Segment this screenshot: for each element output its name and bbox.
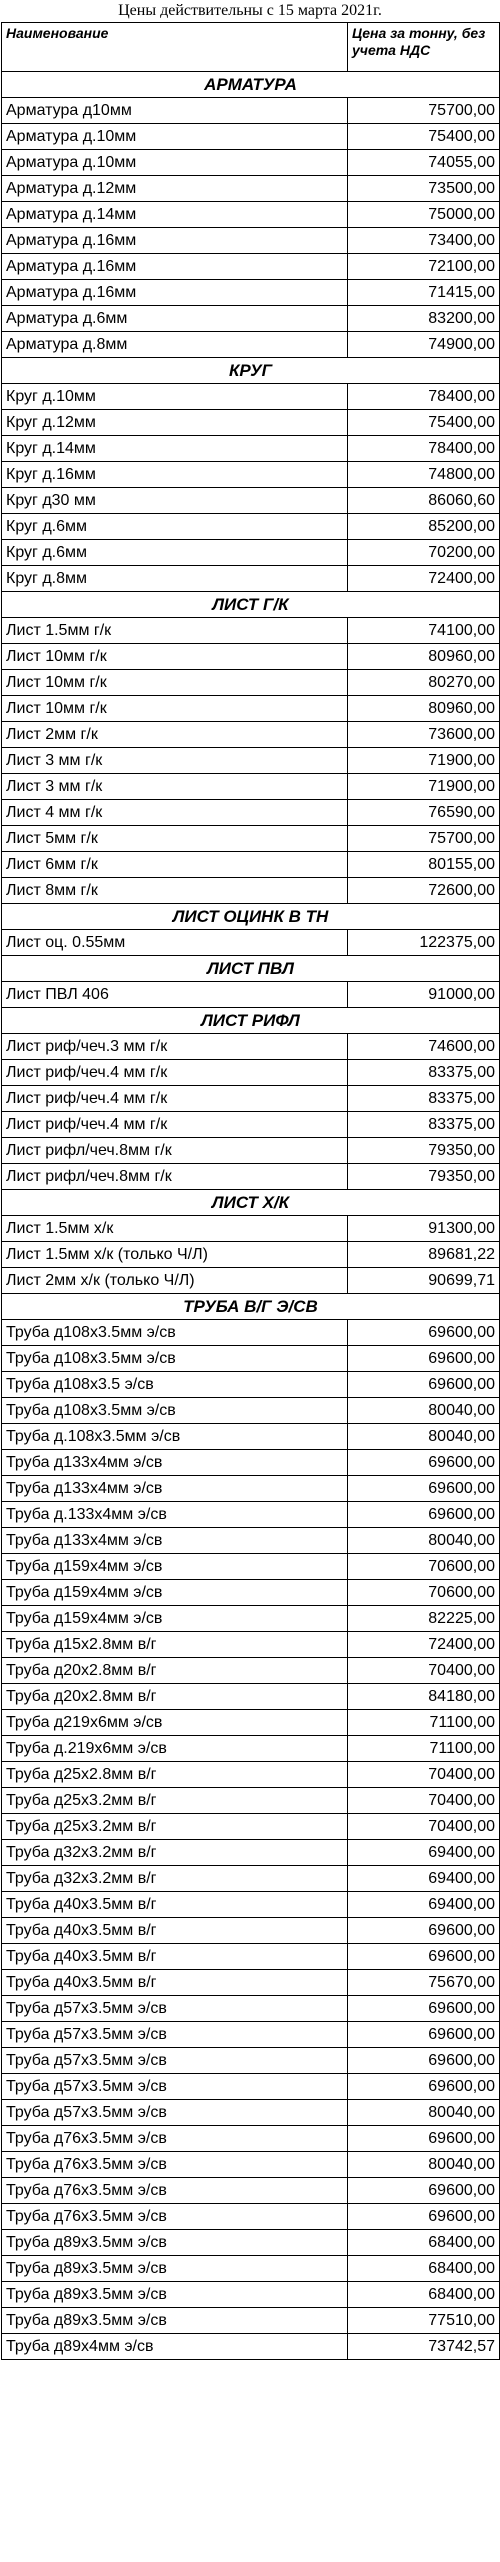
item-price: 69600,00 bbox=[348, 2048, 500, 2074]
item-name: Труба д57х3.5мм э/св bbox=[2, 2022, 348, 2048]
item-price: 83375,00 bbox=[348, 1086, 500, 1112]
item-price: 70400,00 bbox=[348, 1814, 500, 1840]
table-row bbox=[2, 1684, 500, 1710]
item-name: Труба д89х4мм э/св bbox=[2, 2334, 348, 2360]
item-name: Арматура д.14мм bbox=[2, 202, 348, 228]
table-row bbox=[2, 1216, 500, 1242]
item-price: 80040,00 bbox=[348, 2152, 500, 2178]
page-title: Цены действительны с 15 марта 2021г. bbox=[118, 2, 382, 19]
item-name: Труба д89х3.5мм э/св bbox=[2, 2230, 348, 2256]
item-price: 90699,71 bbox=[348, 1268, 500, 1294]
item-name: Лист 8мм г/к bbox=[2, 878, 348, 904]
item-name: Труба д32х3.2мм в/г bbox=[2, 1840, 348, 1866]
item-price: 80155,00 bbox=[348, 852, 500, 878]
item-price: 80960,00 bbox=[348, 696, 500, 722]
table-row bbox=[2, 618, 500, 644]
column-header-price: Цена за тонну, без учета НДС bbox=[348, 23, 500, 72]
item-name: Лист оц. 0.55мм bbox=[2, 930, 348, 956]
item-price: 69400,00 bbox=[348, 1892, 500, 1918]
item-price: 84180,00 bbox=[348, 1684, 500, 1710]
table-row bbox=[2, 514, 500, 540]
price-table bbox=[1, 22, 500, 2360]
section-header-row bbox=[2, 1294, 500, 1320]
item-name: Труба д57х3.5мм э/св bbox=[2, 2048, 348, 2074]
item-price: 83200,00 bbox=[348, 306, 500, 332]
item-price: 91300,00 bbox=[348, 1216, 500, 1242]
item-name: Лист 6мм г/к bbox=[2, 852, 348, 878]
item-price: 89681,22 bbox=[348, 1242, 500, 1268]
section-title: ТРУБА В/Г Э/СВ bbox=[2, 1294, 500, 1320]
item-name: Лист рифл/чеч.8мм г/к bbox=[2, 1164, 348, 1190]
item-price: 69600,00 bbox=[348, 2126, 500, 2152]
table-row bbox=[2, 488, 500, 514]
item-price: 70600,00 bbox=[348, 1580, 500, 1606]
item-name: Труба д40х3.5мм в/г bbox=[2, 1918, 348, 1944]
item-name: Лист 10мм г/к bbox=[2, 696, 348, 722]
item-price: 69600,00 bbox=[348, 1944, 500, 1970]
table-row bbox=[2, 774, 500, 800]
item-name: Труба д25х3.2мм в/г bbox=[2, 1788, 348, 1814]
item-name: Арматура д.10мм bbox=[2, 124, 348, 150]
table-row bbox=[2, 1788, 500, 1814]
table-row bbox=[2, 2048, 500, 2074]
item-price: 69600,00 bbox=[348, 2178, 500, 2204]
item-name: Труба д40х3.5мм в/г bbox=[2, 1944, 348, 1970]
table-row bbox=[2, 332, 500, 358]
item-name: Труба д108х3.5мм э/св bbox=[2, 1346, 348, 1372]
item-price: 69400,00 bbox=[348, 1840, 500, 1866]
item-price: 78400,00 bbox=[348, 384, 500, 410]
item-name: Труба д159х4мм э/св bbox=[2, 1606, 348, 1632]
item-name: Арматура д.16мм bbox=[2, 254, 348, 280]
table-row bbox=[2, 254, 500, 280]
table-row bbox=[2, 176, 500, 202]
item-price: 80040,00 bbox=[348, 1424, 500, 1450]
table-row bbox=[2, 1632, 500, 1658]
table-row bbox=[2, 930, 500, 956]
item-price: 79350,00 bbox=[348, 1164, 500, 1190]
item-price: 73600,00 bbox=[348, 722, 500, 748]
table-row bbox=[2, 2074, 500, 2100]
table-row bbox=[2, 1112, 500, 1138]
table-row bbox=[2, 826, 500, 852]
table-row bbox=[2, 1996, 500, 2022]
item-price: 69400,00 bbox=[348, 1866, 500, 1892]
item-price: 74100,00 bbox=[348, 618, 500, 644]
table-row bbox=[2, 1372, 500, 1398]
item-name: Лист 1.5мм х/к bbox=[2, 1216, 348, 1242]
table-row bbox=[2, 1710, 500, 1736]
item-name: Лист 10мм г/к bbox=[2, 670, 348, 696]
item-name: Круг д.12мм bbox=[2, 410, 348, 436]
item-price: 71100,00 bbox=[348, 1736, 500, 1762]
table-row bbox=[2, 1970, 500, 1996]
item-price: 122375,00 bbox=[348, 930, 500, 956]
item-name: Труба д108х3.5 э/св bbox=[2, 1372, 348, 1398]
item-name: Труба д25х2.8мм в/г bbox=[2, 1762, 348, 1788]
item-price: 69600,00 bbox=[348, 1346, 500, 1372]
item-name: Труба д40х3.5мм в/г bbox=[2, 1892, 348, 1918]
item-price: 75700,00 bbox=[348, 826, 500, 852]
item-price: 80040,00 bbox=[348, 2100, 500, 2126]
section-title: ЛИСТ РИФЛ bbox=[2, 1008, 500, 1034]
table-row bbox=[2, 1762, 500, 1788]
item-name: Труба д40х3.5мм в/г bbox=[2, 1970, 348, 1996]
item-price: 80270,00 bbox=[348, 670, 500, 696]
item-name: Труба д76х3.5мм э/св bbox=[2, 2126, 348, 2152]
table-row bbox=[2, 1476, 500, 1502]
table-row bbox=[2, 2126, 500, 2152]
table-row bbox=[2, 722, 500, 748]
table-row bbox=[2, 1658, 500, 1684]
section-title: ЛИСТ ПВЛ bbox=[2, 956, 500, 982]
section-title: ЛИСТ Г/К bbox=[2, 592, 500, 618]
item-name: Труба д25х3.2мм в/г bbox=[2, 1814, 348, 1840]
item-name: Круг д.14мм bbox=[2, 436, 348, 462]
table-header-row bbox=[2, 23, 500, 72]
table-row bbox=[2, 2230, 500, 2256]
table-row bbox=[2, 98, 500, 124]
item-name: Труба д76х3.5мм э/св bbox=[2, 2204, 348, 2230]
item-name: Труба д159х4мм э/св bbox=[2, 1554, 348, 1580]
item-price: 69600,00 bbox=[348, 1502, 500, 1528]
table-row bbox=[2, 1242, 500, 1268]
section-header-row bbox=[2, 72, 500, 98]
item-name: Круг д.6мм bbox=[2, 540, 348, 566]
item-name: Круг д.8мм bbox=[2, 566, 348, 592]
item-name: Лист 4 мм г/к bbox=[2, 800, 348, 826]
item-price: 69600,00 bbox=[348, 1372, 500, 1398]
table-row bbox=[2, 1398, 500, 1424]
item-name: Лист риф/чеч.3 мм г/к bbox=[2, 1034, 348, 1060]
table-row bbox=[2, 1892, 500, 1918]
table-row bbox=[2, 1580, 500, 1606]
item-price: 68400,00 bbox=[348, 2256, 500, 2282]
item-name: Труба д57х3.5мм э/св bbox=[2, 1996, 348, 2022]
table-row bbox=[2, 462, 500, 488]
item-price: 70200,00 bbox=[348, 540, 500, 566]
table-row bbox=[2, 1060, 500, 1086]
item-price: 85200,00 bbox=[348, 514, 500, 540]
item-name: Труба д20х2.8мм в/г bbox=[2, 1658, 348, 1684]
table-row bbox=[2, 1268, 500, 1294]
table-row bbox=[2, 852, 500, 878]
section-header-row bbox=[2, 904, 500, 930]
table-row bbox=[2, 150, 500, 176]
table-row bbox=[2, 540, 500, 566]
table-row bbox=[2, 280, 500, 306]
item-price: 76590,00 bbox=[348, 800, 500, 826]
table-row bbox=[2, 124, 500, 150]
item-price: 69600,00 bbox=[348, 1918, 500, 1944]
item-name: Круг д30 мм bbox=[2, 488, 348, 514]
table-row bbox=[2, 202, 500, 228]
item-name: Арматура д.8мм bbox=[2, 332, 348, 358]
item-price: 80960,00 bbox=[348, 644, 500, 670]
table-row bbox=[2, 436, 500, 462]
item-price: 75000,00 bbox=[348, 202, 500, 228]
item-price: 74600,00 bbox=[348, 1034, 500, 1060]
table-row bbox=[2, 1346, 500, 1372]
item-price: 73742,57 bbox=[348, 2334, 500, 2360]
table-row bbox=[2, 2178, 500, 2204]
table-row bbox=[2, 384, 500, 410]
section-header-row bbox=[2, 1008, 500, 1034]
item-name: Лист риф/чеч.4 мм г/к bbox=[2, 1060, 348, 1086]
table-row bbox=[2, 644, 500, 670]
item-name: Труба д108х3.5мм э/св bbox=[2, 1398, 348, 1424]
item-price: 71100,00 bbox=[348, 1710, 500, 1736]
table-row bbox=[2, 1164, 500, 1190]
table-row bbox=[2, 2022, 500, 2048]
item-name: Арматура д.12мм bbox=[2, 176, 348, 202]
item-price: 74800,00 bbox=[348, 462, 500, 488]
item-price: 83375,00 bbox=[348, 1060, 500, 1086]
section-title: ЛИСТ Х/К bbox=[2, 1190, 500, 1216]
item-price: 68400,00 bbox=[348, 2282, 500, 2308]
item-name: Арматура д.16мм bbox=[2, 228, 348, 254]
item-name: Лист 3 мм г/к bbox=[2, 774, 348, 800]
table-row bbox=[2, 2334, 500, 2360]
table-row bbox=[2, 2204, 500, 2230]
table-row bbox=[2, 2256, 500, 2282]
item-price: 71415,00 bbox=[348, 280, 500, 306]
table-row bbox=[2, 1736, 500, 1762]
item-price: 74900,00 bbox=[348, 332, 500, 358]
item-price: 72400,00 bbox=[348, 1632, 500, 1658]
item-price: 72400,00 bbox=[348, 566, 500, 592]
table-row bbox=[2, 2308, 500, 2334]
item-price: 83375,00 bbox=[348, 1112, 500, 1138]
item-name: Лист 2мм х/к (только Ч/Л) bbox=[2, 1268, 348, 1294]
item-name: Лист 5мм г/к bbox=[2, 826, 348, 852]
item-name: Труба д89х3.5мм э/св bbox=[2, 2256, 348, 2282]
item-price: 69600,00 bbox=[348, 2022, 500, 2048]
table-row bbox=[2, 1606, 500, 1632]
item-name: Лист 2мм г/к bbox=[2, 722, 348, 748]
table-row bbox=[2, 1554, 500, 1580]
item-price: 69600,00 bbox=[348, 1476, 500, 1502]
item-price: 73400,00 bbox=[348, 228, 500, 254]
table-row bbox=[2, 1502, 500, 1528]
item-price: 91000,00 bbox=[348, 982, 500, 1008]
item-price: 72600,00 bbox=[348, 878, 500, 904]
table-row bbox=[2, 2152, 500, 2178]
section-header-row bbox=[2, 358, 500, 384]
item-price: 70400,00 bbox=[348, 1658, 500, 1684]
item-name: Лист 3 мм г/к bbox=[2, 748, 348, 774]
item-name: Труба д76х3.5мм э/св bbox=[2, 2152, 348, 2178]
item-name: Труба д.219х6мм э/св bbox=[2, 1736, 348, 1762]
item-name: Труба д57х3.5мм э/св bbox=[2, 2074, 348, 2100]
item-price: 70400,00 bbox=[348, 1762, 500, 1788]
table-row bbox=[2, 1918, 500, 1944]
table-row bbox=[2, 1840, 500, 1866]
price-table-body bbox=[2, 23, 500, 2360]
item-price: 78400,00 bbox=[348, 436, 500, 462]
item-price: 77510,00 bbox=[348, 2308, 500, 2334]
item-price: 68400,00 bbox=[348, 2230, 500, 2256]
section-header-row bbox=[2, 1190, 500, 1216]
table-row bbox=[2, 566, 500, 592]
item-name: Труба д32х3.2мм в/г bbox=[2, 1866, 348, 1892]
item-name: Лист 1.5мм г/к bbox=[2, 618, 348, 644]
item-name: Труба д89х3.5мм э/св bbox=[2, 2308, 348, 2334]
item-price: 73500,00 bbox=[348, 176, 500, 202]
table-row bbox=[2, 1450, 500, 1476]
section-title: КРУГ bbox=[2, 358, 500, 384]
item-name: Труба д159х4мм э/св bbox=[2, 1580, 348, 1606]
table-row bbox=[2, 1866, 500, 1892]
item-name: Труба д89х3.5мм э/св bbox=[2, 2282, 348, 2308]
item-price: 69600,00 bbox=[348, 1996, 500, 2022]
item-price: 75400,00 bbox=[348, 410, 500, 436]
item-name: Труба д76х3.5мм э/св bbox=[2, 2178, 348, 2204]
item-name: Арматура д.16мм bbox=[2, 280, 348, 306]
item-name: Арматура д.6мм bbox=[2, 306, 348, 332]
item-price: 71900,00 bbox=[348, 748, 500, 774]
item-name: Труба д133х4мм э/св bbox=[2, 1528, 348, 1554]
item-name: Арматура д10мм bbox=[2, 98, 348, 124]
item-name: Арматура д.10мм bbox=[2, 150, 348, 176]
section-header-row bbox=[2, 956, 500, 982]
table-row bbox=[2, 696, 500, 722]
item-price: 82225,00 bbox=[348, 1606, 500, 1632]
item-name: Лист 1.5мм х/к (только Ч/Л) bbox=[2, 1242, 348, 1268]
item-price: 75700,00 bbox=[348, 98, 500, 124]
table-row bbox=[2, 2282, 500, 2308]
item-name: Лист ПВЛ 406 bbox=[2, 982, 348, 1008]
table-row bbox=[2, 748, 500, 774]
table-row bbox=[2, 982, 500, 1008]
item-name: Лист риф/чеч.4 мм г/к bbox=[2, 1086, 348, 1112]
table-row bbox=[2, 800, 500, 826]
item-price: 71900,00 bbox=[348, 774, 500, 800]
item-price: 72100,00 bbox=[348, 254, 500, 280]
table-row bbox=[2, 670, 500, 696]
item-price: 79350,00 bbox=[348, 1138, 500, 1164]
item-name: Труба д15х2.8мм в/г bbox=[2, 1632, 348, 1658]
table-row bbox=[2, 878, 500, 904]
table-row bbox=[2, 1086, 500, 1112]
item-name: Труба д57х3.5мм э/св bbox=[2, 2100, 348, 2126]
table-row bbox=[2, 1138, 500, 1164]
item-name: Труба д20х2.8мм в/г bbox=[2, 1684, 348, 1710]
item-price: 69600,00 bbox=[348, 2204, 500, 2230]
table-row bbox=[2, 1424, 500, 1450]
table-row bbox=[2, 1944, 500, 1970]
item-price: 70400,00 bbox=[348, 1788, 500, 1814]
item-price: 69600,00 bbox=[348, 1450, 500, 1476]
item-name: Круг д.16мм bbox=[2, 462, 348, 488]
item-price: 69600,00 bbox=[348, 2074, 500, 2100]
table-row bbox=[2, 228, 500, 254]
table-row bbox=[2, 1528, 500, 1554]
section-header-row bbox=[2, 592, 500, 618]
column-header-name: Наименование bbox=[2, 23, 348, 72]
table-row bbox=[2, 306, 500, 332]
item-name: Лист риф/чеч.4 мм г/к bbox=[2, 1112, 348, 1138]
item-name: Круг д.6мм bbox=[2, 514, 348, 540]
item-price: 75670,00 bbox=[348, 1970, 500, 1996]
item-name: Лист рифл/чеч.8мм г/к bbox=[2, 1138, 348, 1164]
item-price: 74055,00 bbox=[348, 150, 500, 176]
item-name: Труба д133х4мм э/св bbox=[2, 1450, 348, 1476]
item-name: Труба д108х3.5мм э/св bbox=[2, 1320, 348, 1346]
table-row bbox=[2, 1320, 500, 1346]
item-name: Труба д.133х4мм э/св bbox=[2, 1502, 348, 1528]
table-row bbox=[2, 1034, 500, 1060]
item-name: Лист 10мм г/к bbox=[2, 644, 348, 670]
item-price: 80040,00 bbox=[348, 1528, 500, 1554]
item-name: Труба д219х6мм э/св bbox=[2, 1710, 348, 1736]
table-row bbox=[2, 410, 500, 436]
item-price: 86060,60 bbox=[348, 488, 500, 514]
section-title: ЛИСТ ОЦИНК В ТН bbox=[2, 904, 500, 930]
item-price: 75400,00 bbox=[348, 124, 500, 150]
item-price: 69600,00 bbox=[348, 1320, 500, 1346]
item-price: 70600,00 bbox=[348, 1554, 500, 1580]
section-title: АРМАТУРА bbox=[2, 72, 500, 98]
item-name: Труба д133х4мм э/св bbox=[2, 1476, 348, 1502]
item-price: 80040,00 bbox=[348, 1398, 500, 1424]
item-name: Труба д.108х3.5мм э/св bbox=[2, 1424, 348, 1450]
item-name: Круг д.10мм bbox=[2, 384, 348, 410]
table-row bbox=[2, 1814, 500, 1840]
table-row bbox=[2, 2100, 500, 2126]
